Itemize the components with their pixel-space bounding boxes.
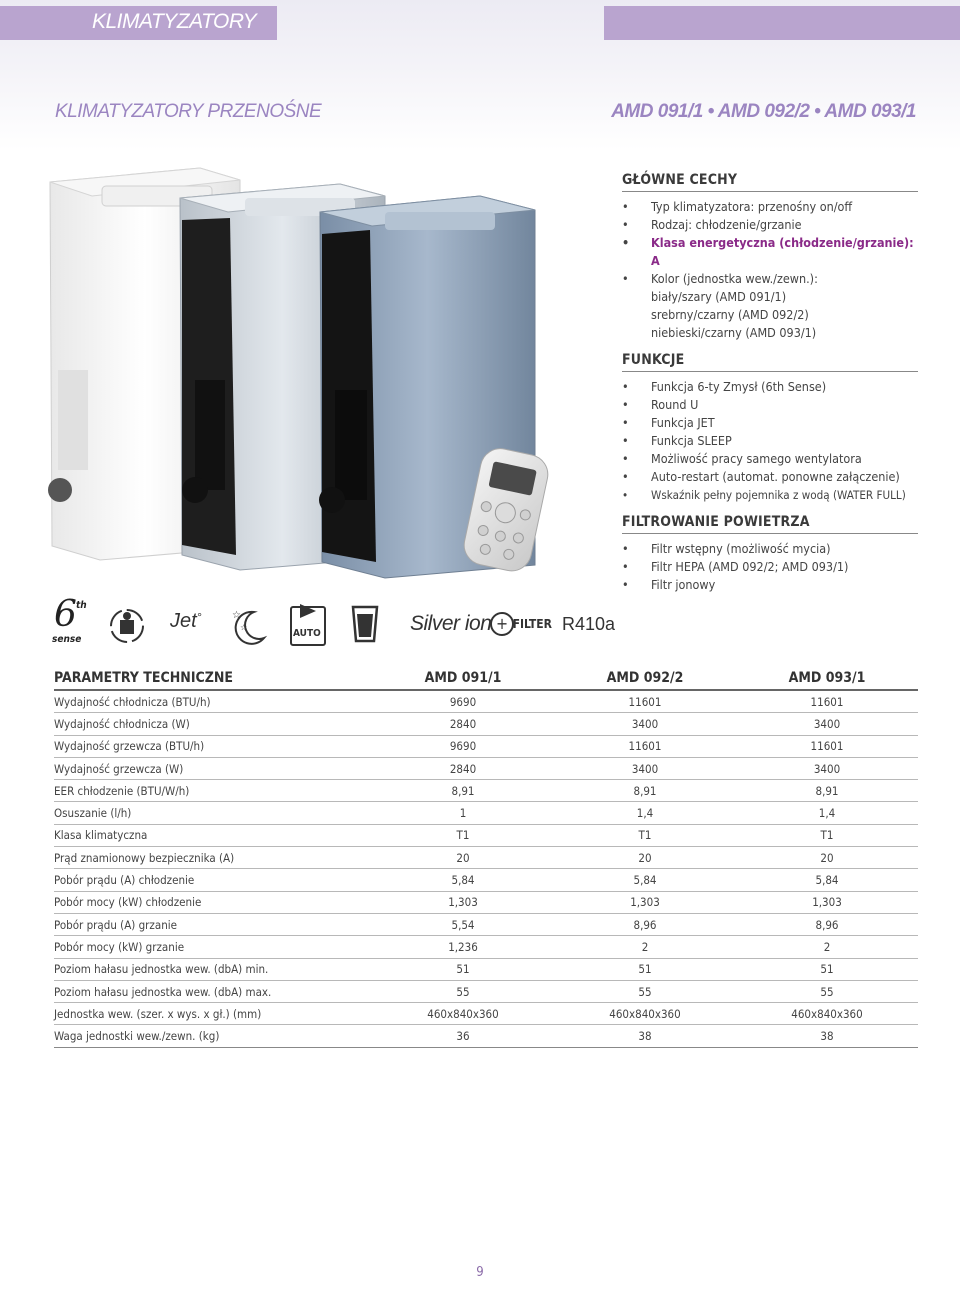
table-row [54, 824, 918, 846]
parameter-value: 460x840x360 [736, 1003, 918, 1025]
parameter-value: 1,4 [554, 802, 736, 824]
parameter-name: Poziom hałasu jednostka wew. (dbA) max. [54, 980, 372, 1002]
list-item: • Filtr HEPA (AMD 092/2; AMD 093/1) [622, 558, 918, 576]
table-row [54, 1025, 918, 1047]
functions-list [622, 378, 918, 504]
parameter-name: Klasa klimatyczna [54, 824, 372, 846]
parameter-value: 9690 [372, 735, 554, 757]
list-item: • Round U [622, 396, 918, 414]
parameter-value: 38 [554, 1025, 736, 1047]
product-photo [40, 160, 610, 580]
list-item: biały/szary (AMD 091/1) [651, 289, 787, 304]
parameter-value: 51 [554, 958, 736, 980]
filtering-list [622, 540, 918, 594]
svg-text:☆: ☆ [240, 623, 248, 632]
list-item: • Funkcja SLEEP [622, 432, 918, 450]
column-header: PARAMETRY TECHNICZNE [54, 668, 372, 690]
list-item: niebieski/czarny (AMD 093/1) [651, 325, 817, 340]
parameter-value: T1 [736, 824, 918, 846]
list-item: • Filtr jonowy [622, 576, 918, 594]
parameter-name: Wydajność grzewcza (BTU/h) [54, 735, 372, 757]
functions-title: FUNKCJE [622, 352, 918, 372]
parameter-value: 5,84 [372, 869, 554, 891]
parameter-value: 460x840x360 [372, 1003, 554, 1025]
jet-icon: Jet° [170, 610, 202, 632]
parameter-value: 3400 [554, 757, 736, 779]
parameter-value: 1,303 [372, 891, 554, 913]
table-row [54, 891, 918, 913]
parameter-name: Pobór prądu (A) grzanie [54, 913, 372, 935]
energy-class-item: • Klasa energetyczna (chłodzenie/grzanie): A [622, 234, 918, 270]
parameter-name: Prąd znamionowy bezpiecznika (A) [54, 847, 372, 869]
round-u-icon [106, 606, 148, 646]
table-row [54, 913, 918, 935]
column-header: AMD 093/1 [736, 668, 918, 690]
filtering-title: FILTROWANIE POWIETRZA [622, 514, 918, 534]
parameter-value: 2 [554, 936, 736, 958]
sixth-sense-icon: 6 th sense [52, 594, 87, 645]
section-title: KLIMATYZATORY PRZENOŚNE [55, 101, 322, 122]
list-item: • Funkcja JET [622, 414, 918, 432]
water-full-icon [350, 604, 380, 644]
parameter-value: 3400 [554, 713, 736, 735]
parameter-value: 38 [736, 1025, 918, 1047]
parameter-value: 8,91 [736, 780, 918, 802]
list-item: • Auto-restart (automat. ponowne załączenie) [622, 468, 918, 486]
parameter-value: 11601 [736, 690, 918, 713]
parameter-value: 1,236 [372, 936, 554, 958]
parameter-value: 36 [372, 1025, 554, 1047]
parameter-value: 8,91 [554, 780, 736, 802]
table-row [54, 757, 918, 779]
list-item: • Filtr wstępny (możliwość mycia) [622, 540, 918, 558]
parameter-value: 51 [372, 958, 554, 980]
table-row [54, 869, 918, 891]
table-row [54, 958, 918, 980]
table-row [54, 847, 918, 869]
list-item: • Typ klimatyzatora: przenośny on/off [622, 198, 918, 216]
refrigerant-r410a-label: R410a [562, 614, 616, 634]
parameter-value: 5,84 [736, 869, 918, 891]
table-row [54, 936, 918, 958]
parameter-value: 2 [736, 936, 918, 958]
main-features-title: GŁÓWNE CECHY [622, 172, 918, 192]
parameter-value: 8,96 [554, 913, 736, 935]
list-item: • Rodzaj: chłodzenie/grzanie [622, 216, 918, 234]
parameter-value: 9690 [372, 690, 554, 713]
parameter-name: EER chłodzenie (BTU/W/h) [54, 780, 372, 802]
technical-specs-table [54, 668, 918, 1048]
parameter-value: 8,96 [736, 913, 918, 935]
parameter-name: Wydajność chłodnicza (BTU/h) [54, 690, 372, 713]
parameter-value: 460x840x360 [554, 1003, 736, 1025]
parameter-value: T1 [554, 824, 736, 846]
features-panel [622, 172, 918, 594]
parameter-value: 1,4 [736, 802, 918, 824]
parameter-value: 1,303 [554, 891, 736, 913]
sleep-moon-icon [226, 604, 270, 648]
parameter-name: Waga jednostki wew./zewn. (kg) [54, 1025, 372, 1047]
table-row [54, 1003, 918, 1025]
parameter-value: 11601 [554, 735, 736, 757]
table-row [54, 802, 918, 824]
silver-ion-logo: Silver ion [410, 612, 492, 635]
parameter-value: 3400 [736, 713, 918, 735]
parameter-value: T1 [372, 824, 554, 846]
parameter-value: 3400 [736, 757, 918, 779]
list-item: • Funkcja 6-ty Zmysł (6th Sense) [622, 378, 918, 396]
parameter-name: Osuszanie (l/h) [54, 802, 372, 824]
parameter-name: Wydajność chłodnicza (W) [54, 713, 372, 735]
header-tab-right [604, 6, 960, 40]
parameter-value: 11601 [736, 735, 918, 757]
parameter-value: 11601 [554, 690, 736, 713]
model-numbers: AMD 091/1 • AMD 092/2 • AMD 093/1 [611, 101, 916, 122]
parameter-name: Jednostka wew. (szer. x wys. x gł.) (mm) [54, 1003, 372, 1025]
parameter-value: 20 [736, 847, 918, 869]
list-item: srebrny/czarny (AMD 092/2) [651, 307, 809, 322]
column-header: AMD 091/1 [372, 668, 554, 690]
list-item: • Wskaźnik pełny pojemnika z wodą (WATER FULL) [622, 486, 918, 504]
parameter-value: 51 [736, 958, 918, 980]
parameter-name: Poziom hałasu jednostka wew. (dbA) min. [54, 958, 372, 980]
parameter-name: Wydajność grzewcza (W) [54, 757, 372, 779]
feature-icons-row [50, 594, 630, 652]
parameter-value: 2840 [372, 757, 554, 779]
table-body [54, 690, 918, 1047]
column-header: AMD 092/2 [554, 668, 736, 690]
svg-text:☆: ☆ [232, 610, 241, 621]
parameter-name: Pobór prądu (A) chłodzenie [54, 869, 372, 891]
auto-restart-icon: AUTO [290, 606, 326, 646]
parameter-value: 5,54 [372, 913, 554, 935]
parameter-name: Pobór mocy (kW) chłodzenie [54, 891, 372, 913]
list-item: • Kolor (jednostka wew./zewn.): [622, 270, 918, 288]
table-row [54, 780, 918, 802]
parameter-value: 55 [372, 980, 554, 1002]
page-number: 9 [476, 1265, 484, 1280]
parameter-value: 20 [372, 847, 554, 869]
table-row [54, 735, 918, 757]
category-title: KLIMATYZATORY [92, 10, 257, 33]
parameter-value: 55 [736, 980, 918, 1002]
filter-logo: + FILTER [490, 612, 552, 638]
parameter-value: 20 [554, 847, 736, 869]
parameter-value: 5,84 [554, 869, 736, 891]
parameter-value: 1 [372, 802, 554, 824]
main-features-list [622, 198, 918, 342]
list-item: • Możliwość pracy samego wentylatora [622, 450, 918, 468]
parameter-name: Pobór mocy (kW) grzanie [54, 936, 372, 958]
parameter-value: 8,91 [372, 780, 554, 802]
table-header-row [54, 668, 918, 690]
table-row [54, 690, 918, 713]
table-row [54, 713, 918, 735]
parameter-value: 55 [554, 980, 736, 1002]
parameter-value: 2840 [372, 713, 554, 735]
table-row [54, 980, 918, 1002]
parameter-value: 1,303 [736, 891, 918, 913]
